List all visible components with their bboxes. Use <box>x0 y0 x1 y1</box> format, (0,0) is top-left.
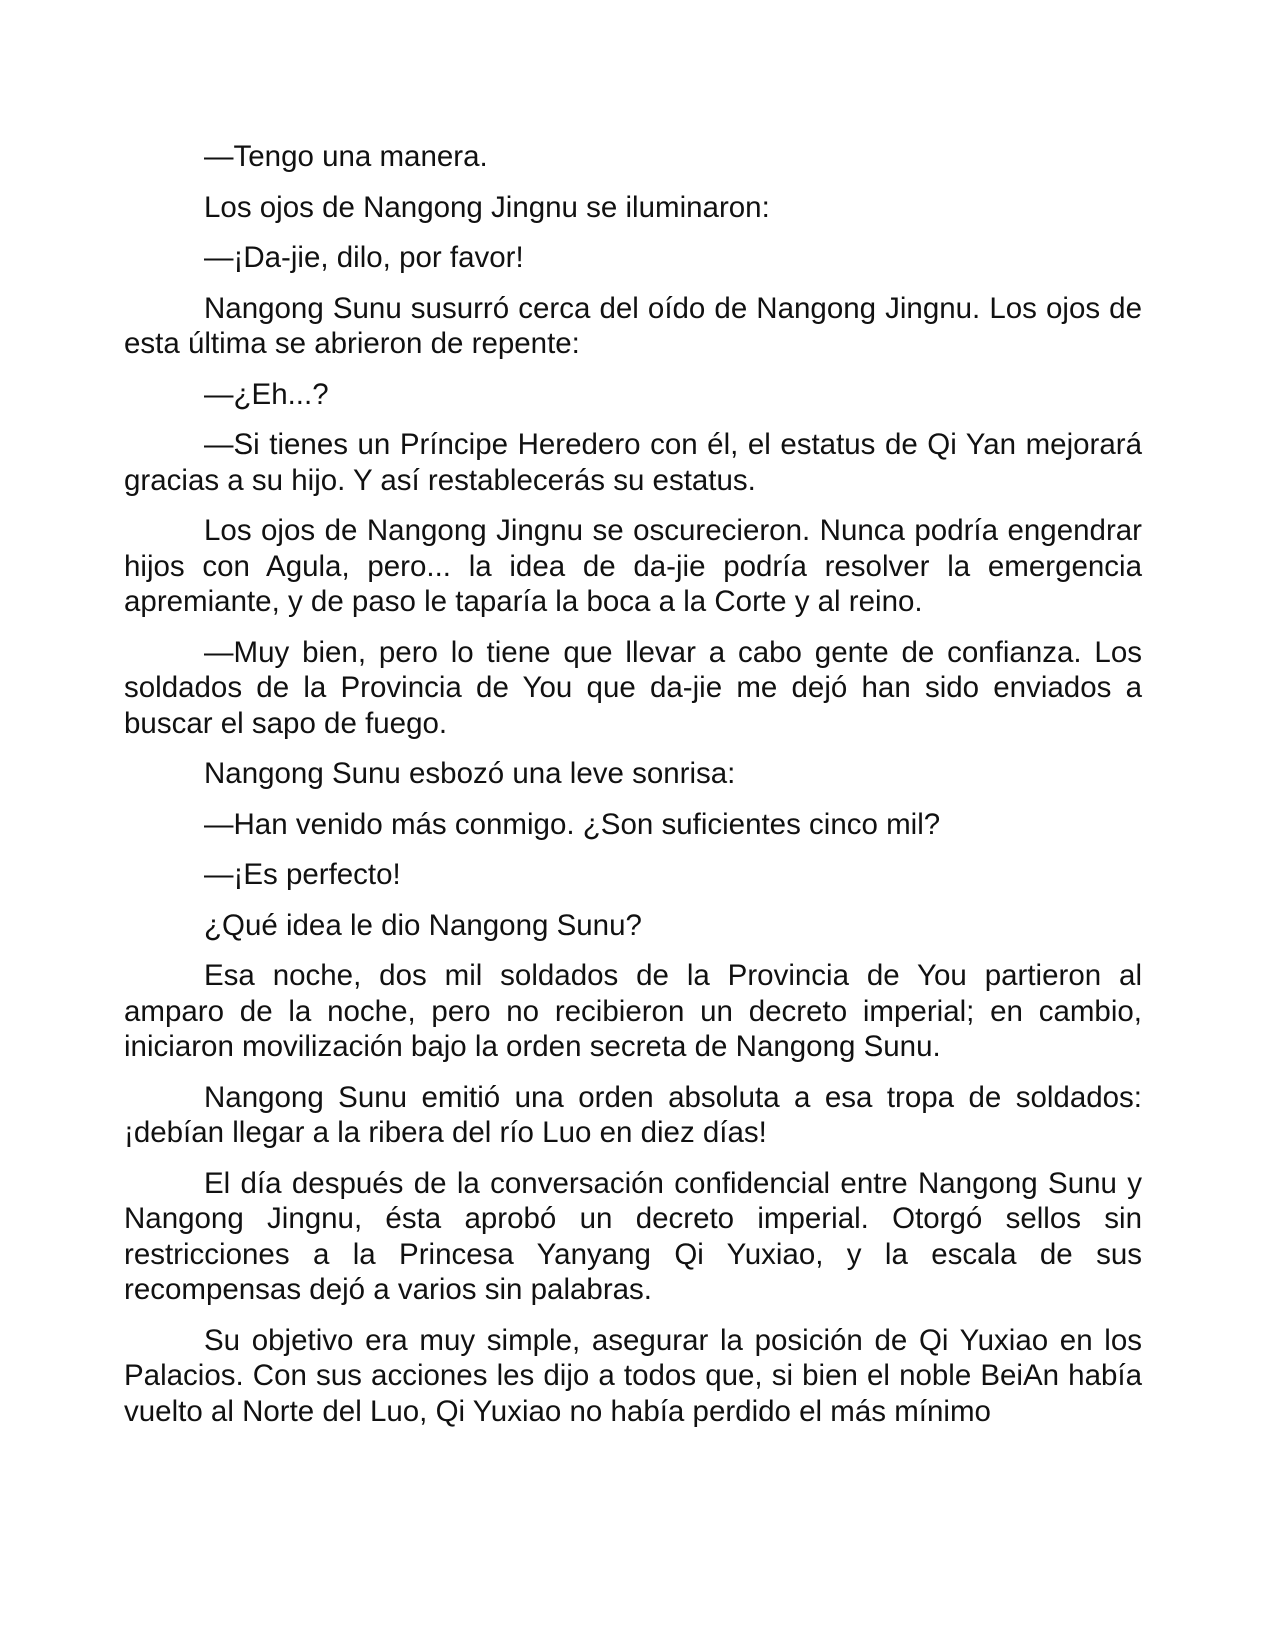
paragraph: —¿Eh...? <box>204 377 329 411</box>
paragraph: —Si tienes un Príncipe Heredero con él, el estatus de Qi Yan mejorará gracias a su hijo. Y así restablecerás su estatus. <box>124 428 1142 497</box>
paragraph: —Muy bien, pero lo tiene que llevar a cabo gente de confianza. Los soldados de la Provincia de You que da-jie me dejó han sido enviados a buscar el sapo de fuego. <box>124 635 1142 740</box>
paragraph: El día después de la conversación confidencial entre Nangong Sunu y Nangong Jingnu, ésta aprobó un decreto imperial. Otorgó sellos sin restricciones a la Princesa Yanyang Qi Yuxiao, y la escala de sus recompensas dejó a varios sin palabras. <box>124 1166 1142 1306</box>
paragraph: Los ojos de Nangong Jingnu se oscurecieron. Nunca podría engendrar hijos con Agula, pero... la idea de da-jie podría resolver la emergencia apremiante, y de paso le taparía la boca a la Corte y al reino. <box>124 514 1142 618</box>
paragraph: Esa noche, dos mil soldados de la Provincia de You partieron al amparo de la noche, pero no recibieron un decreto imperial; en cambio, iniciaron movilización bajo la orden secreta de Nangong Sunu. <box>124 959 1142 1063</box>
paragraph: —Tengo una manera. <box>204 140 488 173</box>
paragraph: —¡Es perfecto! <box>204 858 401 891</box>
paragraph: Los ojos de Nangong Jingnu se iluminaron: <box>204 190 770 224</box>
paragraph: —Han venido más conmigo. ¿Son suficientes cinco mil? <box>204 807 941 841</box>
paragraph: ¿Qué idea le dio Nangong Sunu? <box>204 908 642 942</box>
document-page <box>124 139 1142 1444</box>
paragraph: —¡Da-jie, dilo, por favor! <box>204 241 524 274</box>
paragraph: Nangong Sunu emitió una orden absoluta a esa tropa de soldados: ¡debían llegar a la ribera del río Luo en diez días! <box>124 1080 1142 1149</box>
paragraph: Nangong Sunu esbozó una leve sonrisa: <box>204 757 736 790</box>
paragraph: Nangong Sunu susurró cerca del oído de Nangong Jingnu. Los ojos de esta última se abrieron de repente: <box>124 291 1142 360</box>
paragraph: Su objetivo era muy simple, asegurar la posición de Qi Yuxiao en los Palacios. Con sus acciones les dijo a todos que, si bien el noble BeiAn había vuelto al Norte del Luo, Qi Yuxiao no había perdido el más mínimo <box>124 1323 1142 1428</box>
